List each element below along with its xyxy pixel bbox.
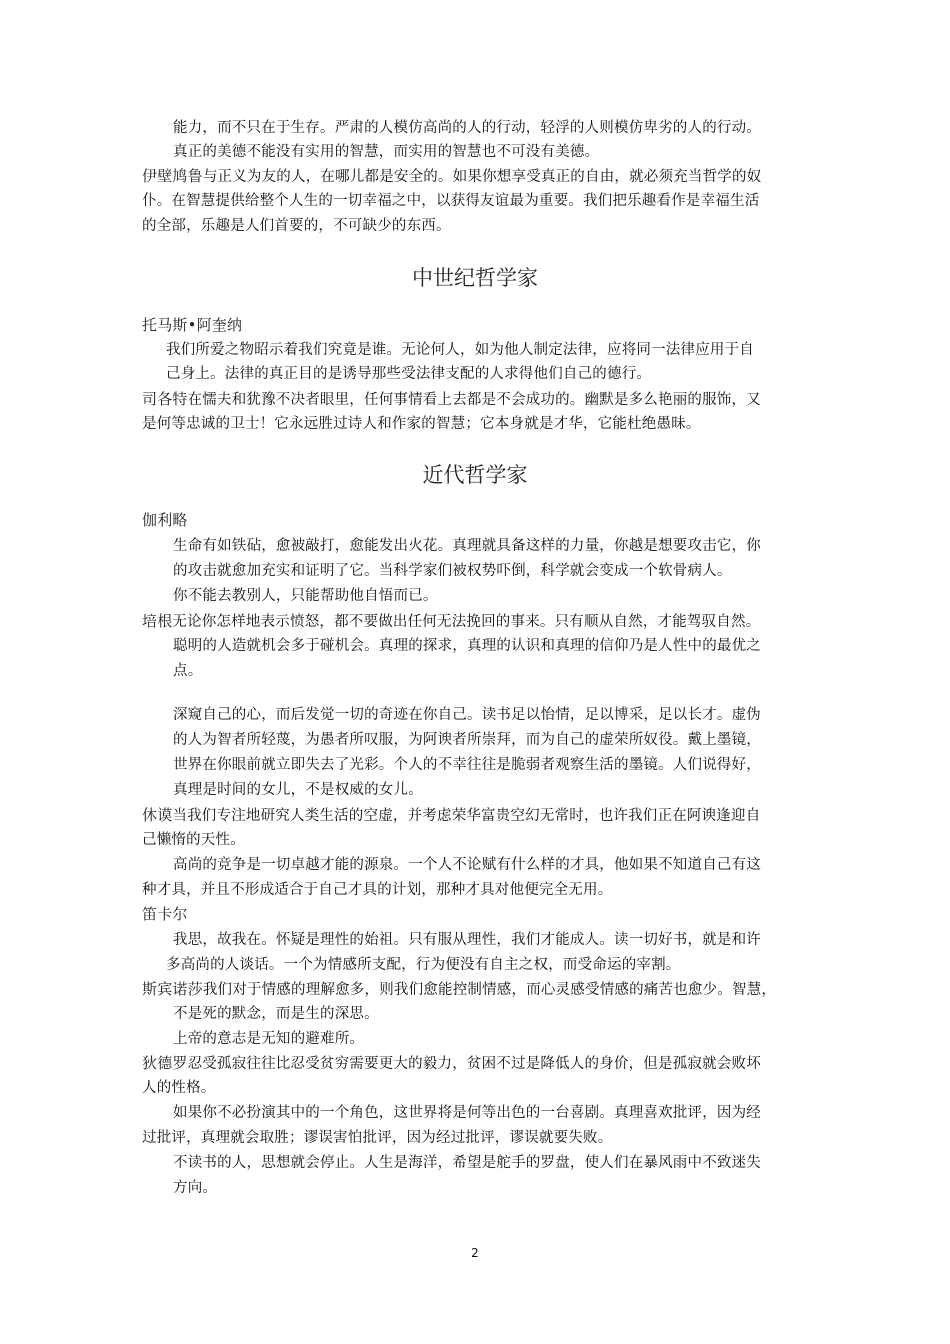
text-span: 我们对于情感的理解愈多，则我们愈能控制情感，而心灵感受情感的痛苦也愈少。智慧，: [202, 982, 777, 998]
paragraph-hume: [142, 805, 760, 826]
text-line: 聪明的人造就机会多于碰机会。真理的探求，真理的认识和真理的信仰乃是人性中的最优之: [173, 638, 761, 654]
text-line: 你不能去教别人，只能帮助他自悟而已。: [173, 588, 438, 604]
text-line: 不读书的人，思想就会停止。人生是海洋，希望是舵手的罗盘，使人们在暴风雨中不致迷失: [173, 1155, 761, 1171]
text-line: 仆。在智慧提供给整个人生的一切幸福之中，以获得友谊最为重要。我们把乐趣看作是幸福生活: [142, 193, 760, 209]
paragraph-scott: [142, 389, 761, 410]
philosopher-name: 笛卡尔: [142, 905, 188, 923]
text-line: 己身上。法律的真正目的是诱导那些受法律支配的人求得他们自己的德行。: [166, 366, 652, 382]
text-line: 世界在你眼前就立即失去了光彩。个人的不幸往往是脆弱者观察生活的墨镜。人们说得好，: [173, 757, 761, 773]
text-line: 的攻击就愈加充实和证明了它。当科学家们被权势吓倒，科学就会变成一个软骨病人。: [173, 563, 732, 579]
text-line: 不是死的默念，而是生的深思。: [173, 1006, 379, 1022]
text-line: 我思，故我在。怀疑是理性的始祖。只有服从理性，我们才能成人。读一切好书，就是和许: [173, 932, 761, 948]
text-line: 多高尚的人谈话。一个为情感所支配，行为便没有自主之权，而受命运的宰割。: [166, 957, 681, 973]
text-span: 当我们专注地研究人类生活的空虚，并考虑荣华富贵空幻无常时，也许我们正在阿谀逢迎自: [172, 808, 761, 824]
text-line: 高尚的竞争是一切卓越才能的源泉。一个人不论赋有什么样的才具，他如果不知道自己有这: [173, 857, 761, 873]
text-line: 真正的美德不能没有实用的智慧，而实用的智慧也不可没有美德。: [173, 144, 600, 160]
text-line: 过批评，真理就会取胜；谬误害怕批评，因为经过批评，谬误就要失败。: [142, 1130, 613, 1146]
philosopher-name: 狄德罗: [142, 1054, 188, 1072]
section-heading-medieval: 中世纪哲学家: [412, 266, 538, 290]
text-line: 深窥自己的心，而后发觉一切的奇迹在你自己。读书足以怡情，足以博采，足以长才。虚伪: [173, 707, 761, 723]
paragraph-bacon: [142, 611, 760, 632]
philosopher-name: 休谟: [142, 806, 173, 824]
philosopher-name: 伽利略: [142, 511, 188, 529]
paragraph-epicurus: [142, 166, 761, 187]
text-line: 人的性格。: [142, 1080, 216, 1096]
text-line: 上帝的意志是无知的避难所。: [173, 1031, 365, 1047]
text-line: 如果你不必扮演其中的一个角色，这世界将是何等出色的一台喜剧。真理喜欢批评，因为经: [173, 1105, 761, 1121]
text-line: 真理是时间的女儿，不是权威的女儿。: [173, 782, 423, 798]
paragraph-spinoza: [142, 979, 776, 1000]
text-line: 方向。: [173, 1180, 218, 1196]
text-line: 的人为智者所轻蔑，为愚者所叹服，为阿谀者所崇拜，而为自己的虚荣所奴役。戴上墨镜，: [173, 732, 761, 748]
page-number: 2: [471, 1246, 479, 1260]
text-span: 在懦夫和犹豫不决者眼里，任何事情看上去都是不会成功的。幽默是多么艳丽的服饰，又: [187, 392, 761, 408]
philosopher-name: 培根: [142, 612, 173, 630]
section-heading-modern: 近代哲学家: [422, 463, 528, 487]
text-line: 我们所爱之物昭示着我们究竟是谁。无论何人，如为他人制定法律，应将同一法律应用于自: [166, 342, 754, 358]
text-line: 是何等忠诚的卫士！它永远胜过诗人和作家的智慧；它本身就是才华，它能杜绝愚昧。: [142, 416, 701, 432]
philosopher-name: 伊壁鸠鲁: [142, 167, 203, 185]
text-span: 无论你怎样地表示愤怒，都不要做出任何无法挽回的事来。只有顺从自然，才能驾驭自然。: [172, 614, 761, 630]
text-span: 忍受孤寂往往比忍受贫穷需要更大的毅力，贫困不过是降低人的身价，但是孤寂就会败坏: [187, 1056, 761, 1072]
philosopher-name: 斯宾诺莎: [142, 980, 203, 998]
philosopher-name: 托马斯•阿奎纳: [142, 316, 243, 334]
text-line: 点。: [173, 663, 203, 679]
philosopher-name: 司各特: [142, 390, 188, 408]
text-line: 种才具，并且不形成适合于自己才具的计划，那种才具对他便完全无用。: [142, 882, 613, 898]
text-line: 能力，而不只在于生存。严肃的人模仿高尚的人的行动，轻浮的人则模仿卑劣的人的行动。: [173, 120, 761, 136]
text-line: 的全部，乐趣是人们首要的，不可缺少的东西。: [142, 218, 451, 234]
paragraph-diderot: [142, 1053, 761, 1074]
text-span: 与正义为友的人，在哪儿都是安全的。如果你想享受真正的自由，就必须充当哲学的奴: [202, 169, 762, 185]
text-line: 己懒惰的天性。: [142, 832, 245, 848]
text-line: 生命有如铁砧，愈被敲打，愈能发出火花。真理就具备这样的力量，你越是想要攻击它，你: [173, 538, 761, 554]
